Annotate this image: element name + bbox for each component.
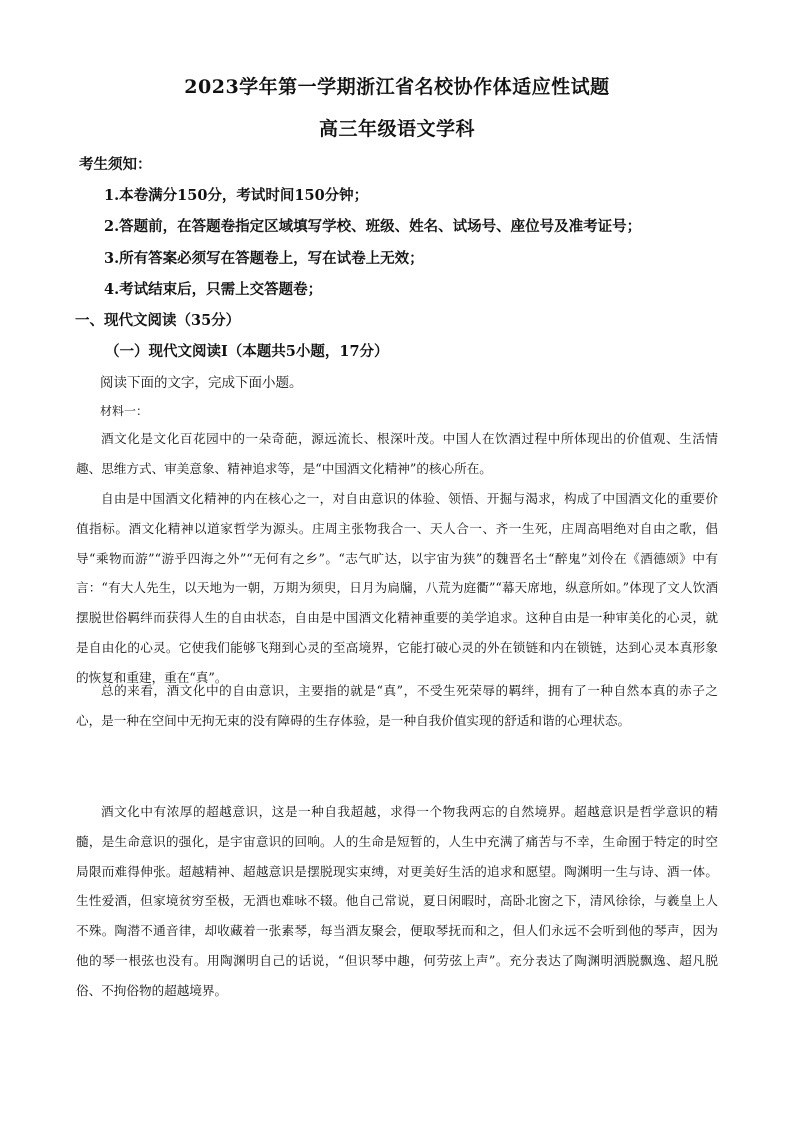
passage-paragraph: 自由是中国酒文化精神的内在核心之一，对自由意识的体验、领悟、开掘与渴求，构成了中国酒文化的重要价值指标。酒文化精神以道家哲学为源头。庄周主张物我合一、天人合一、齐一生死，庄周高唱绝对自由之歌，倡导“乘物而游”“游乎四海之外”“无何有之乡”。“志气旷达，以宇宙为狭”的魏晋名士“醉鬼”刘伶在《酒德颂》中有言：“有大人先生，以天地为一朝，万期为须臾，日月为扃牖，八荒为庭衢”“幕天席地，纵意所如。”体现了文人饮酒摆脱世俗羁绊而获得人生的自由状态，自由是中国酒文化精神重要的美学追求。这种自由是一种审美化的心灵，就是自由化的心灵。它使我们能够飞翔到心灵的至高境界，它能打破心灵的外在锁链和内在锁链，达到心灵本真形象的恢复和重建，重在“真”。 <box>76 491 718 685</box>
subsection-title: （一）现代文阅读Ⅰ（本题共5小题，17分） <box>105 343 389 360</box>
notice-item: 2.答题前，在答题卷指定区域填写学校、班级、姓名、试场号、座位号及准考证号； <box>104 218 642 235</box>
exam-subtitle: 高三年级语文学科 <box>318 118 475 140</box>
notice-heading: 考生须知： <box>79 156 152 173</box>
passage-paragraph: 酒文化是文化百花园中的一朵奇葩，源远流长、根深叶茂。中国人在饮酒过程中所体现出的价值观、生活情趣、思维方式、审美意象、精神追求等，是“中国酒文化精神”的核心所在。 <box>76 431 718 476</box>
notice-item: 1.本卷满分150分，考试时间150分钟； <box>104 187 369 204</box>
notice-item: 3.所有答案必须写在答题卷上，写在试卷上无效； <box>104 250 424 267</box>
material-label: 材料一： <box>100 404 149 418</box>
notice-item: 4.考试结束后，只需上交答题卷； <box>104 281 323 298</box>
reading-instruction: 阅读下面的文字，完成下面小题。 <box>100 375 303 391</box>
passage-paragraph: 酒文化中有浓厚的超越意识，这是一种自我超越，求得一个物我两忘的自然境界。超越意识是哲学意识的精髓，是生命意识的强化，是宇宙意识的回响。人的生命是短暂的，人生中充满了痛苦与不幸，生命囿于特定的时空局限而难得伸张。超越精神、超越意识是摆脱现实束缚，对更美好生活的追求和愿望。陶渊明一生与诗、酒一体。生性爱酒，但家境贫穷至极，无酒也难咏不辍。他自己常说，夏日闲暇时，高卧北窗之下，清风徐徐，与羲皇上人不殊。陶潜不通音律，却收藏着一张素琴，每当酒友聚会，便取琴抚而和之，但人们永远不会听到他的琴声，因为他的琴一根弦也没有。用陶渊明自己的话说，“但识琴中趣，何劳弦上声”。充分表达了陶渊明洒脱飘逸、超凡脱俗、不拘俗物的超越境界。 <box>76 804 718 998</box>
section-title: 一、现代文阅读（35分） <box>75 312 241 329</box>
exam-title: 2023学年第一学期浙江省名校协作体适应性试题 <box>184 76 610 98</box>
passage-paragraph: 总的来看，酒文化中的自由意识，主要指的就是“真”，不受生死荣辱的羁绊，拥有了一种自然本真的赤子之心，是一种在空间中无拘无束的没有障碍的生存体验，是一种自我价值实现的舒适和谐的心理状态。 <box>76 683 718 728</box>
